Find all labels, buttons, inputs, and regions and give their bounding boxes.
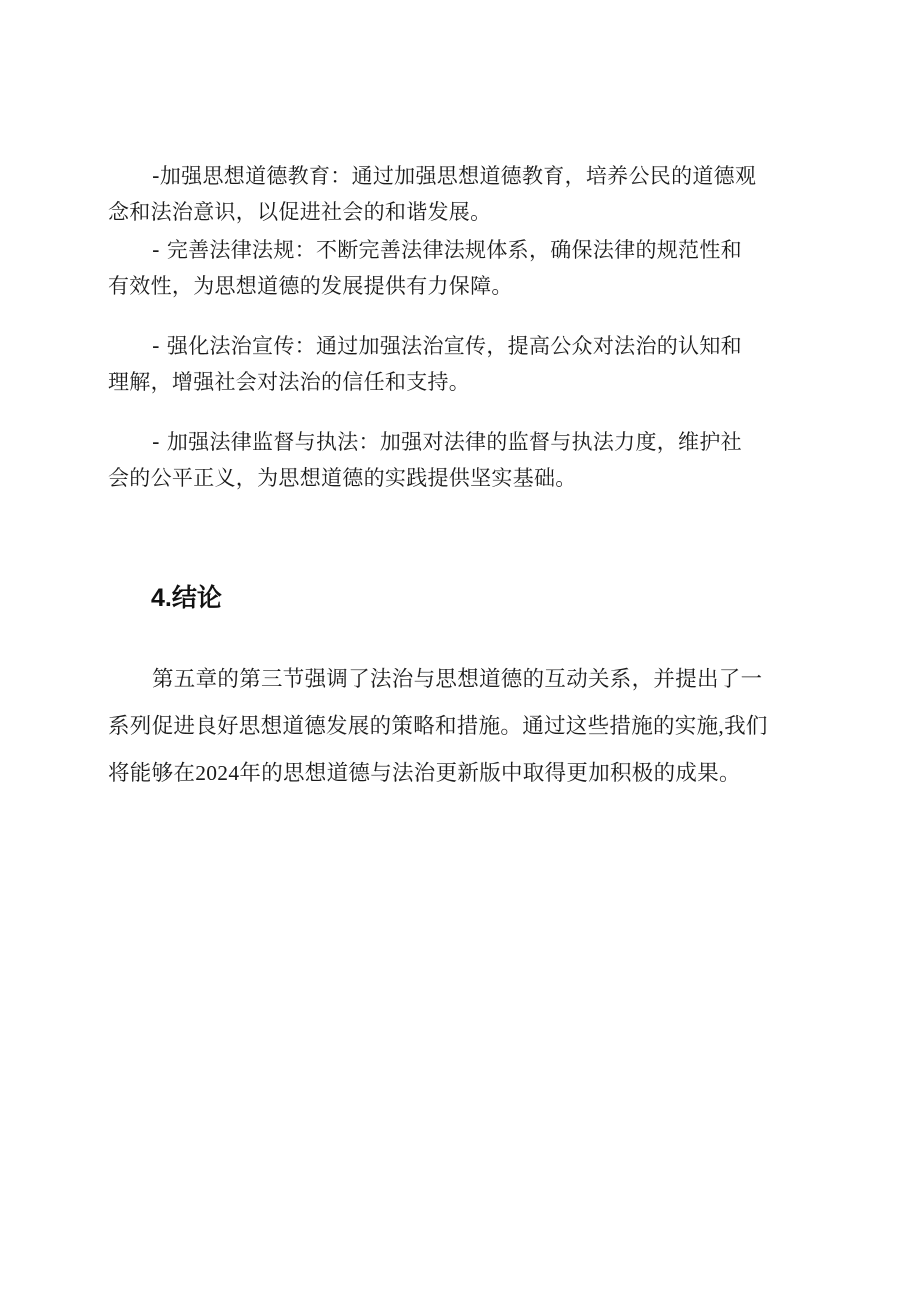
bullet-supervision-enforcement (108, 424, 818, 496)
text-line: 念和法治意识，以促进社会的和谐发展。 (108, 200, 492, 224)
bullet-legal-publicity (108, 328, 818, 400)
bullet-moral-education (108, 158, 818, 230)
text-line: - 加强法律监督与执法：加强对法律的监督与执法力度，维护社 (152, 430, 742, 454)
text-line: 第五章的第三节强调了法治与思想道德的互动关系，并提出了一 (152, 667, 763, 691)
text-line: -加强思想道德教育：通过加强思想道德教育，培养公民的道德观 (152, 164, 757, 188)
text-line: 系列促进良好思想道德发展的策略和措施。通过这些措施的实施,我们 (108, 714, 768, 738)
text-line: 理解，增强社会对法治的信任和支持。 (108, 370, 471, 394)
text-line: - 完善法律法规：不断完善法律法规体系，确保法律的规范性和 (152, 238, 742, 262)
text-line: 将能够在2024年的思想道德与法治更新版中取得更加积极的成果。 (108, 761, 741, 785)
bullet-improve-laws (108, 232, 818, 304)
conclusion-paragraph (108, 656, 818, 797)
text-line: - 强化法治宣传：通过加强法治宣传，提高公众对法治的认知和 (152, 334, 742, 358)
text-line: 会的公平正义，为思想道德的实践提供坚实基础。 (108, 466, 577, 490)
section-heading-conclusion: 4.结论 (151, 584, 222, 612)
text-line: 有效性，为思想道德的发展提供有力保障。 (108, 274, 513, 298)
